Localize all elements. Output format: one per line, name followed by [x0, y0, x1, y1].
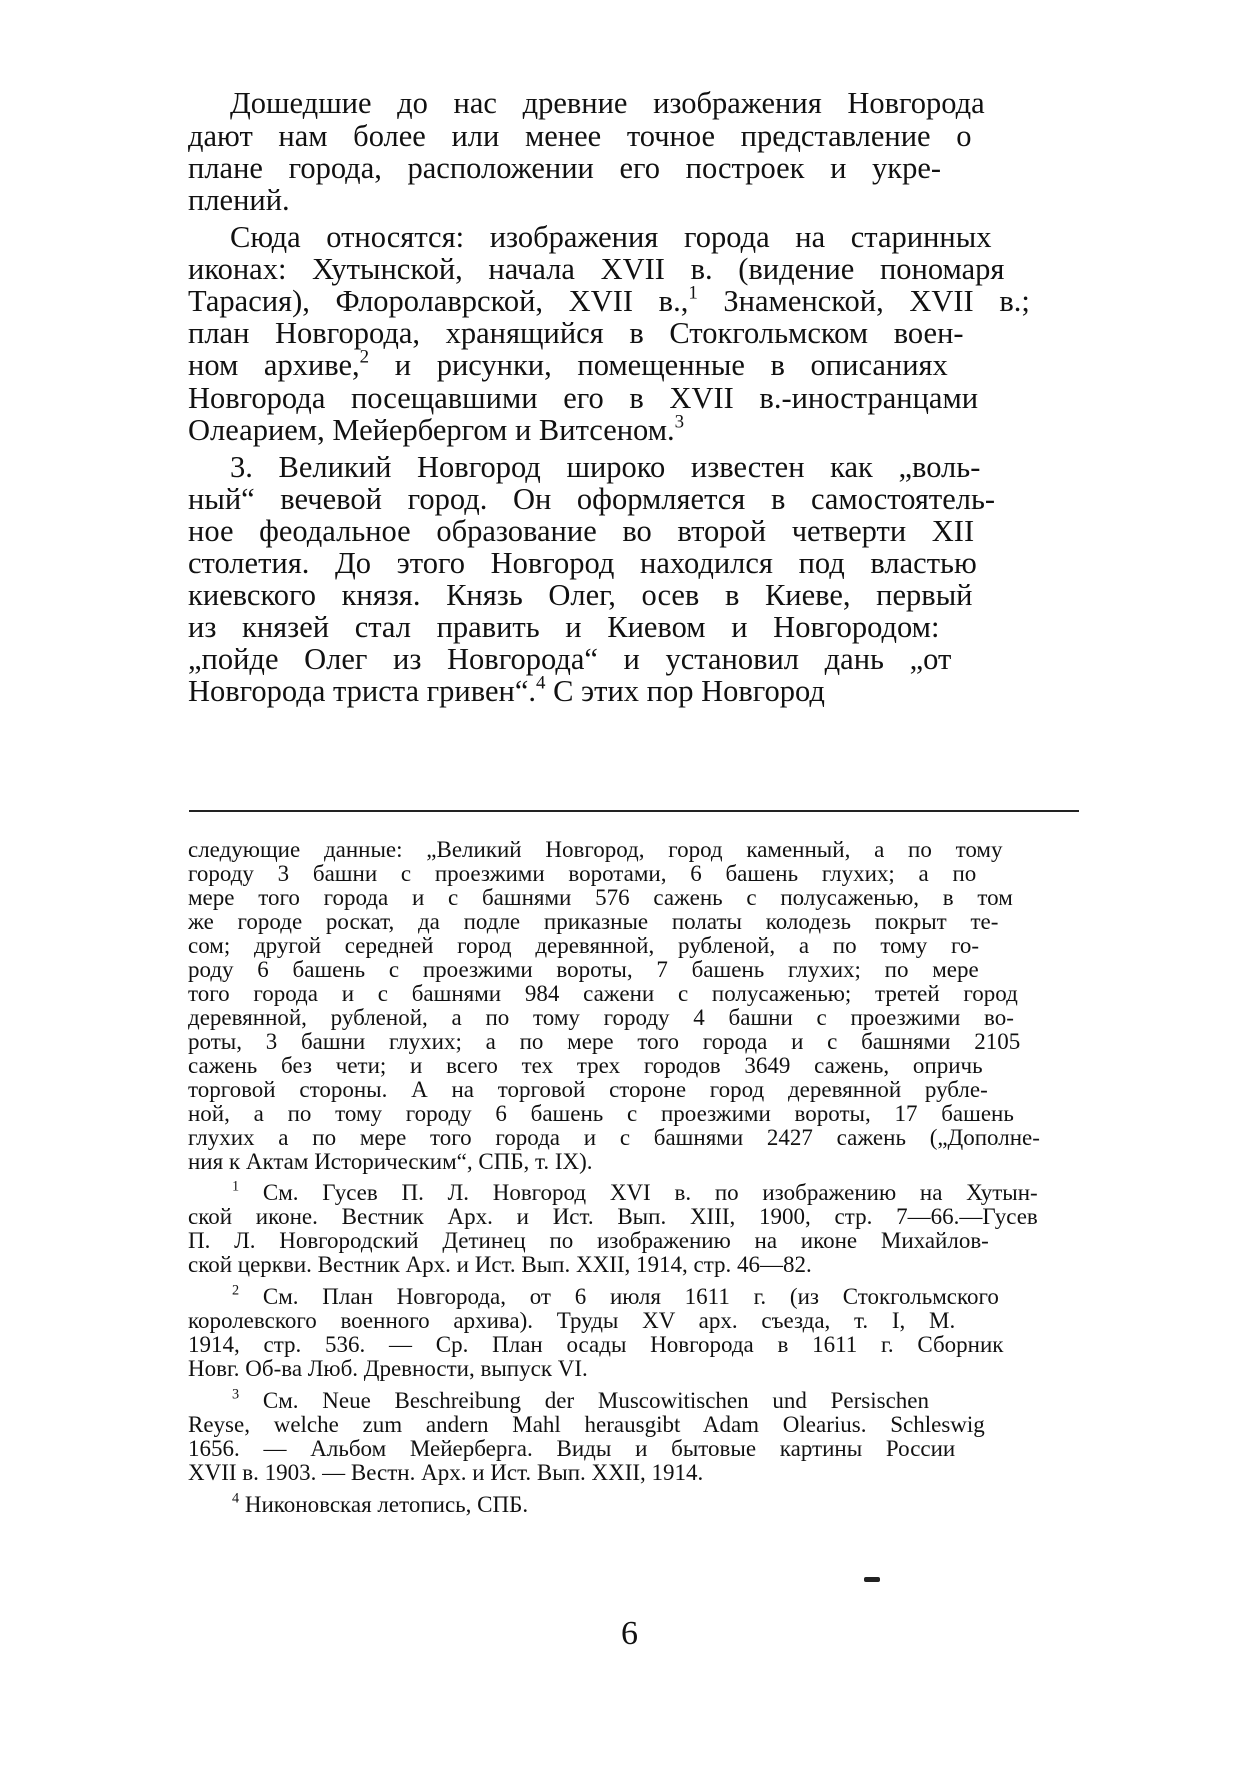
footnote-3-first-line	[232, 1386, 930, 1413]
footnote-mark: 2	[232, 1282, 240, 1299]
body-line: столетия. До этого Новгород находился под властью	[188, 546, 977, 580]
body-line: Дошедшие до нас древние изображения Новгорода	[230, 86, 985, 120]
body-line: плений.	[188, 183, 290, 217]
footnote-line: же городе роскат, да подле приказные полаты колодезь покрыт те-	[188, 909, 999, 934]
footnote-line: деревянной, рубленой, а по тому городу 4 башни с проезжими во-	[188, 1005, 1014, 1030]
footnote-line: следующие данные: „Великий Новгород, город каменный, а по тому	[188, 837, 1003, 862]
body-line: Тарасия), Флоролаврской, XVII в.,$^1$ Знаменской, XVII в.;	[188, 282, 1030, 318]
body-line: дают нам более или менее точное представление о	[188, 119, 972, 153]
footnote-line: торговой стороны. А на торговой стороне город деревянной рубле-	[188, 1077, 988, 1102]
page-number: 6	[621, 1615, 638, 1652]
print-speck	[864, 1577, 880, 1582]
footnote-line: сом; другой середней город деревянной, рубленой, а по тому го-	[188, 933, 979, 958]
footnote-line: ния к Актам Историческим“, СПБ, т. IX).	[188, 1149, 593, 1174]
footnote-line: глухих а по мере того города и с башнями 2427 сажень („Дополне-	[188, 1125, 1040, 1150]
footnote-text: См. Neue Beschreibung der Muscowitischen und Persischen	[239, 1388, 930, 1413]
footnote-line: роты, 3 башни глухих; а по мере того города и с башнями 2105	[188, 1029, 1021, 1054]
footnote-line: роду 6 башень с проезжими вороты, 7 башень глухих; по мере	[188, 957, 979, 982]
footnote-line: того города и с башнями 984 сажени с полусаженью; третей город	[188, 981, 1018, 1006]
footnote-line: 1656. — Альбом Мейерберга. Виды и бытовые картины России	[188, 1436, 956, 1461]
body-line: „пойде Олег из Новгорода“ и установил дань „от	[188, 642, 952, 676]
footnote-separator	[189, 810, 1079, 812]
footnote-mark: 4	[232, 1490, 240, 1507]
body-line: ный“ вечевой город. Он оформляется в самостоятель-	[188, 482, 996, 516]
footnote-line: городу 3 башни с проезжими воротами, 6 башень глухих; а по	[188, 861, 977, 886]
footnote-line: ской церкви. Вестник Арх. и Ист. Вып. XXII, 1914, стр. 46—82.	[188, 1252, 812, 1277]
body-line: из князей стал править и Киевом и Новгородом:	[188, 610, 940, 644]
body-line: 3. Великий Новгород широко известен как „воль-	[230, 450, 981, 484]
footnote-2-first-line	[232, 1282, 999, 1309]
footnote-line: Новг. Об-ва Люб. Древности, выпуск VI.	[188, 1356, 588, 1381]
footnote-1-first-line	[232, 1178, 1038, 1205]
body-line: ное феодальное образование во второй четверти XII	[188, 514, 975, 548]
footnote-line: королевского военного архива). Труды XV арх. съезда, т. I, М.	[188, 1308, 956, 1333]
body-line: Сюда относятся: изображения города на старинных	[230, 220, 992, 254]
body-line: план Новгорода, хранящийся в Стокгольмском воен-	[188, 316, 964, 350]
footnote-line: ской иконе. Вестник Арх. и Ист. Вып. XIII, 1900, стр. 7—66.—Гусев	[188, 1204, 1038, 1229]
footnote-text: См. Гусев П. Л. Новгород XVI в. по изображению на Хутын-	[239, 1180, 1038, 1205]
footnote-line: ной, а по тому городу 6 башень с проезжими вороты, 17 башень	[188, 1101, 1014, 1126]
footnote-line: мере того города и с башнями 576 сажень с полусаженью, в том	[188, 885, 1013, 910]
body-line: ном архиве,$^2$ и рисунки, помещенные в описаниях	[188, 346, 948, 382]
body-line: Новгорода триста гривен“.$^4$ С этих пор Новгород	[188, 672, 825, 708]
footnote-mark: 1	[232, 1178, 240, 1195]
footnote-line: П. Л. Новгородский Детинец по изображению на иконе Михайлов-	[188, 1228, 989, 1253]
footnote-text: Никоновская летопись, СПБ.	[239, 1492, 529, 1517]
footnote-line: сажень без чети; и всего тех трех городов 3649 сажень, опричь	[188, 1053, 983, 1078]
footnote-text: См. План Новгорода, от 6 июля 1611 г. (из Стокгольмского	[239, 1284, 999, 1309]
footnote-line: Reyse, welche zum andern Mahl herausgibt Adam Olearius. Schleswig	[188, 1412, 985, 1437]
footnote-line: XVII в. 1903. — Вестн. Арх. и Ист. Вып. XXII, 1914.	[188, 1460, 704, 1485]
body-line: Олеарием, Мейербергом и Витсеном.$^3$	[188, 411, 685, 447]
footnote-mark: 3	[232, 1386, 240, 1403]
body-line: плане города, расположении его построек и укре-	[188, 151, 942, 185]
body-line: киевского князя. Князь Олег, осев в Киеве, первый	[188, 578, 973, 612]
footnote-line: 1914, стр. 536. — Ср. План осады Новгорода в 1611 г. Сборник	[188, 1332, 1004, 1357]
body-line: иконах: Хутынской, начала XVII в. (видение пономаря	[188, 252, 1005, 286]
footnote-4-first-line	[232, 1490, 529, 1517]
body-line: Новгорода посещавшими его в XVII в.-иностранцами	[188, 381, 979, 415]
